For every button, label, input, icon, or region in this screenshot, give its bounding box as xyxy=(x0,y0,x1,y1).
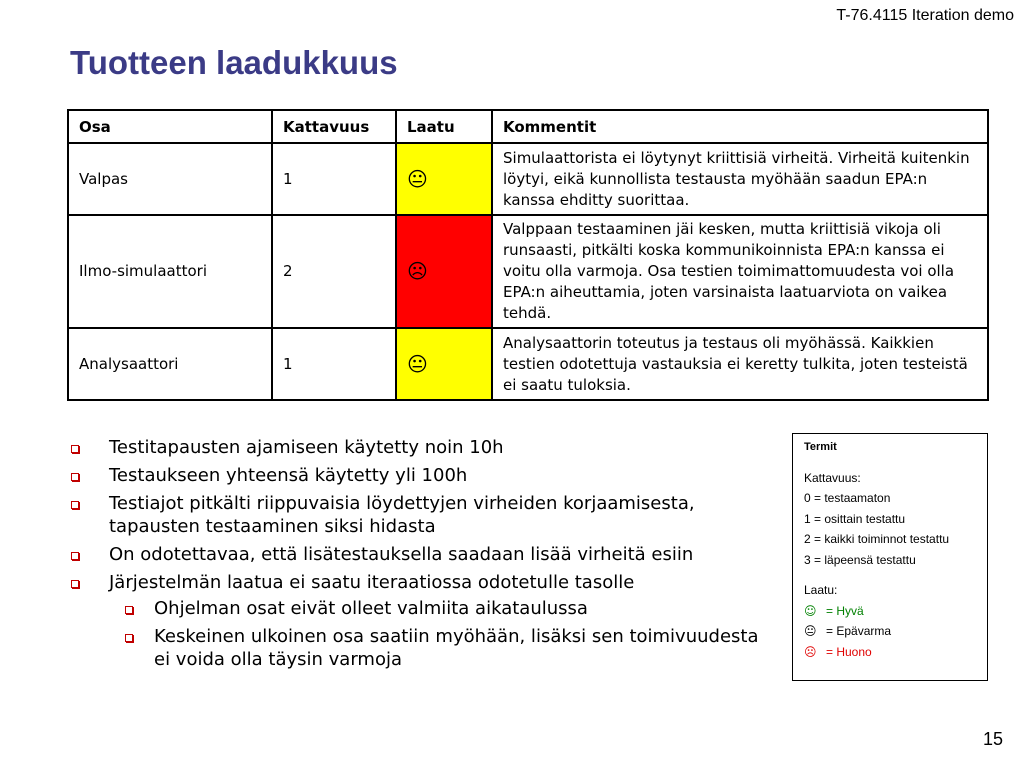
sub-bullet-text: Keskeinen ulkoinen osa saatiin myöhään, lisäksi sen toimivuudesta ei voida olla täysin varmoja xyxy=(154,626,759,670)
legend-text: = Epävarma xyxy=(826,624,892,638)
table-row xyxy=(68,328,988,400)
neutral-face-icon: 😐 xyxy=(804,624,817,638)
legend-laatu-label: Laatu: xyxy=(804,583,838,597)
sad-face-icon: ☹ xyxy=(396,215,492,328)
cell-kattavuus: 1 xyxy=(272,143,396,215)
cell-osa: Analysaattori xyxy=(68,328,272,400)
square-bullet-icon xyxy=(125,634,133,642)
legend-item: 2 = kaikki toiminnot testattu xyxy=(804,532,950,546)
list-item xyxy=(70,571,770,671)
cell-kattavuus: 2 xyxy=(272,215,396,328)
header-kommentit: Kommentit xyxy=(492,110,988,143)
square-bullet-icon xyxy=(71,445,79,453)
bullet-text: Testitapausten ajamiseen käytetty noin 10h xyxy=(109,437,504,458)
legend-item xyxy=(804,601,987,622)
sub-bullet-list xyxy=(109,597,770,671)
legend-item: 1 = osittain testattu xyxy=(804,511,906,526)
bullet-list xyxy=(70,436,770,676)
legend-kattavuus-label: Kattavuus: xyxy=(804,470,861,485)
table-row xyxy=(68,215,988,328)
legend-item xyxy=(804,642,987,663)
page-number: 15 xyxy=(982,729,1003,749)
list-item xyxy=(109,625,770,671)
bullet-text: Testiajot pitkälti riippuvaisia löydettyjen virheiden korjaamisesta, tapausten testaaminen siksi hidasta xyxy=(109,493,695,537)
cell-kommentti: Valppaan testaaminen jäi kesken, mutta kriittisiä vikoja oli runsaasti, pitkälti koska kommunikoinnista EPA:n kanssa ei voitu olla varmoja. Osa testien toimimattomuudesta voi olla EPA:n aiheuttamia, joten varsinaista laatuarviota on vaikea tehdä. xyxy=(492,215,988,328)
square-bullet-icon xyxy=(71,552,79,560)
legend-box xyxy=(792,433,988,681)
table-header-row xyxy=(68,110,988,143)
legend-item: 0 = testaamaton xyxy=(804,491,891,505)
legend-item xyxy=(804,621,987,642)
bullet-text: On odotettavaa, että lisätestauksella saadaan lisää virheitä esiin xyxy=(109,544,694,565)
list-item xyxy=(70,436,770,459)
bullet-text: Testaukseen yhteensä käytetty yli 100h xyxy=(109,465,468,486)
cell-kattavuus: 1 xyxy=(272,328,396,400)
header-laatu: Laatu xyxy=(396,110,492,143)
sub-bullet-text: Ohjelman osat eivät olleet valmiita aikataulussa xyxy=(154,598,588,619)
cell-osa: Valpas xyxy=(68,143,272,215)
neutral-face-icon: 😐 xyxy=(396,328,492,400)
square-bullet-icon xyxy=(125,606,133,614)
legend-item: 3 = läpeensä testattu xyxy=(804,552,916,567)
quality-table xyxy=(67,109,989,401)
square-bullet-icon xyxy=(71,473,79,481)
cell-kommentti: Simulaattorista ei löytynyt kriittisiä virheitä. Virheitä kuitenkin löytyi, eikä kunnollista testausta myöhään saadun EPA:n kanssa ehditty suorittaa. xyxy=(492,143,988,215)
header-kattavuus: Kattavuus xyxy=(272,110,396,143)
list-item xyxy=(70,543,770,566)
page-title: Tuotteen laadukkuus xyxy=(70,44,398,81)
legend-heading: Termit xyxy=(804,441,837,453)
cell-osa: Ilmo-simulaattori xyxy=(68,215,272,328)
header-course-tag: T-76.4115 Iteration demo xyxy=(836,7,1014,24)
legend-text: = Huono xyxy=(826,644,872,659)
bullet-text: Järjestelmän laatua ei saatu iteraatiossa odotetulle tasolle xyxy=(109,572,635,593)
square-bullet-icon xyxy=(71,501,79,509)
cell-kommentti: Analysaattorin toteutus ja testaus oli myöhässä. Kaikkien testien odotettuja vastauksia ei keretty tulkita, joten testeistä ei saatu tuloksia. xyxy=(492,328,988,400)
list-item xyxy=(70,492,770,538)
header-osa: Osa xyxy=(68,110,272,143)
legend-text: = Hyvä xyxy=(826,603,864,618)
neutral-face-icon: 😐 xyxy=(396,143,492,215)
smile-face-icon: ☺ xyxy=(804,603,817,618)
sad-face-icon: ☹ xyxy=(804,644,817,659)
square-bullet-icon xyxy=(71,580,79,588)
table-row xyxy=(68,143,988,215)
list-item xyxy=(109,597,770,620)
list-item xyxy=(70,464,770,487)
